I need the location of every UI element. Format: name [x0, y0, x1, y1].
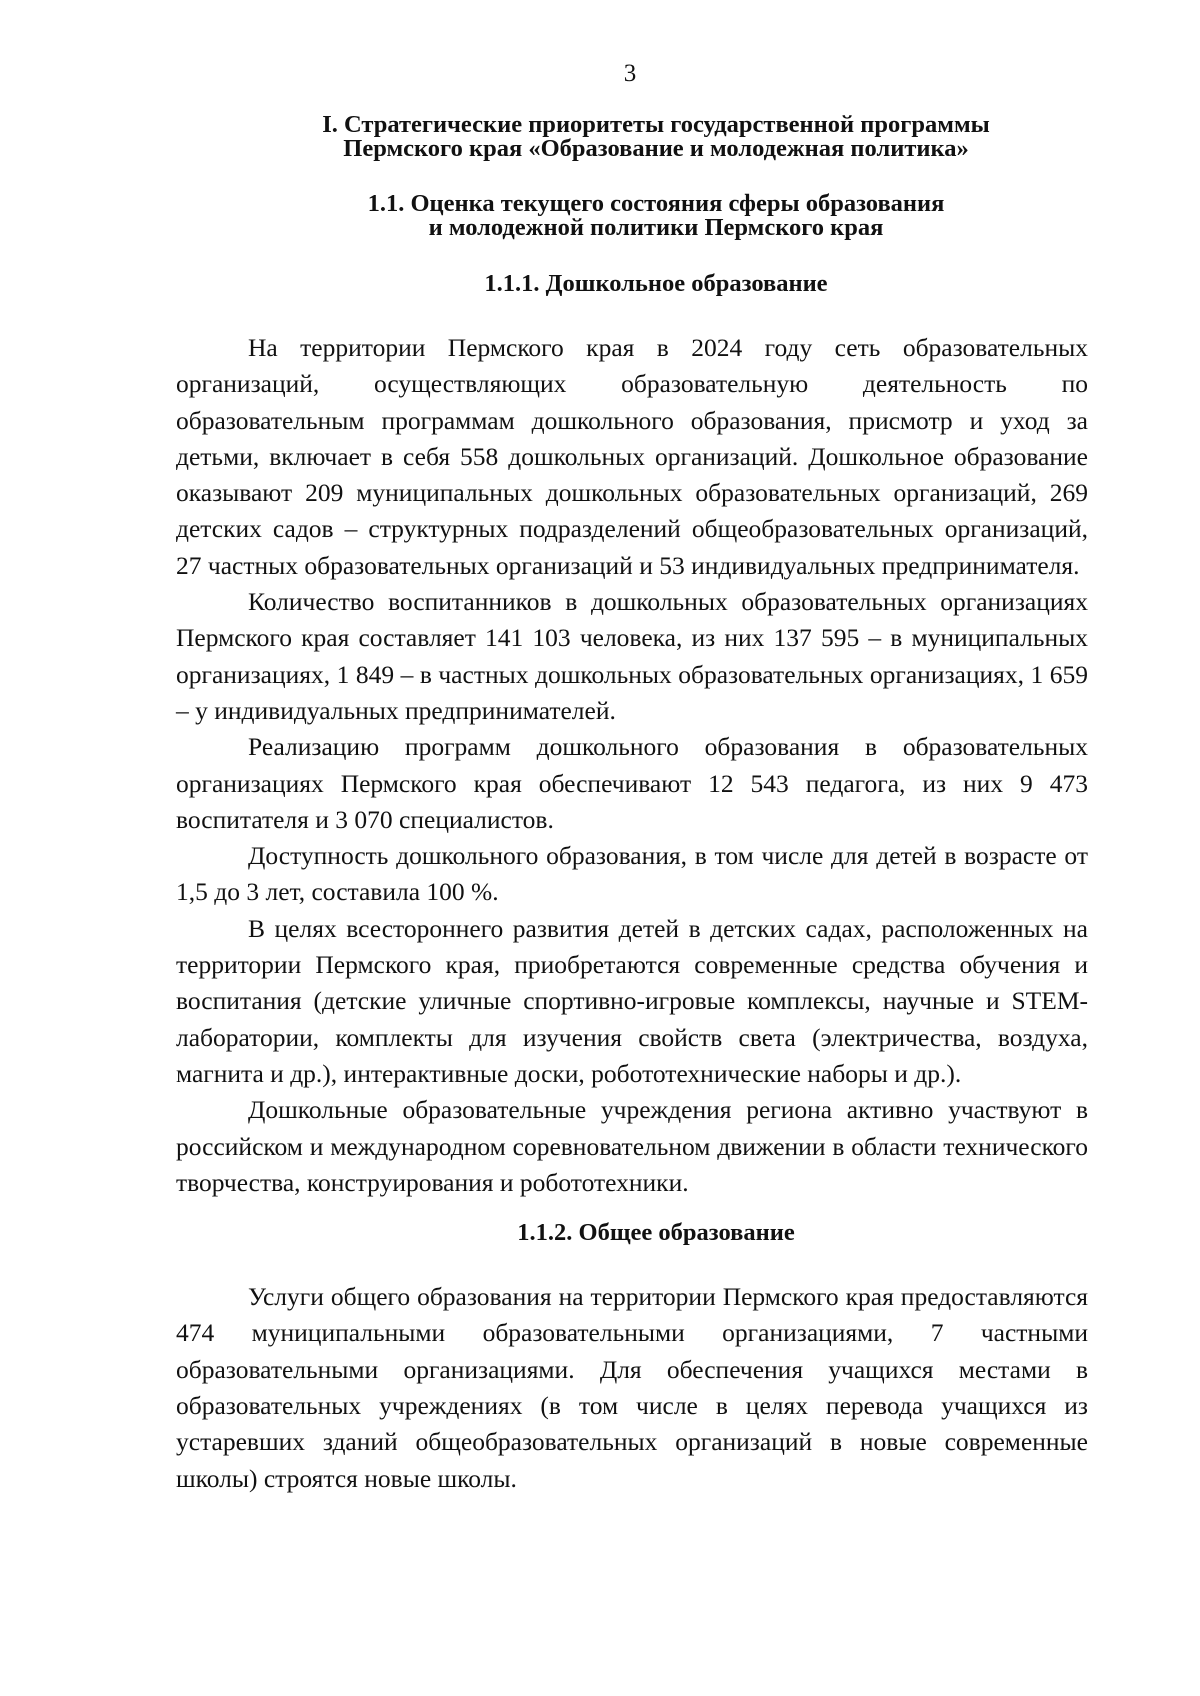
sub-heading-line-2: и молодежной политики Пермского края: [428, 214, 884, 241]
main-heading: [176, 113, 1088, 161]
section-general-body: [176, 1279, 1088, 1497]
page-number: 3: [623, 60, 637, 87]
main-heading-line-2: Пермского края «Образование и молодежная политика»: [343, 135, 969, 162]
paragraph: Дошкольные образовательные учреждения региона активно участвуют в российском и международном соревновательном движении в области технического творчества, конструирования и робототехники.: [176, 1095, 1088, 1197]
section-title-preschool: 1.1.1. Дошкольное образование: [484, 270, 828, 297]
paragraph: Реализацию программ дошкольного образования в образовательных организациях Пермского края обеспечивают 12 543 педагога, из них 9 473 воспитателя и 3 070 специалистов.: [176, 732, 1088, 834]
paragraph: На территории Пермского края в 2024 году сеть образовательных организаций, осуществляющих образовательную деятельность по образовательным программам дошкольного образования, присмотр и уход за детьми, включает в себя 558 дошкольных организаций. Дошкольное образование оказывают 209 муниципальных дошкольных образовательных организаций, 269 детских садов – структурных подразделений общеобразовательных организаций, 27 частных образовательных организаций и 53 индивидуальных предпринимателя.: [176, 333, 1088, 580]
section-spacer: [176, 1201, 1088, 1219]
section-title-general: 1.1.2. Общее образование: [517, 1219, 795, 1247]
section-preschool-body: [176, 330, 1088, 1201]
main-heading-line-1: I. Стратегические приоритеты государственной программы: [322, 111, 990, 138]
paragraph: Услуги общего образования на территории Пермского края предоставляются 474 муниципальными образовательными организациями, 7 частными образовательными организациями. Для обеспечения учащихся местами в образовательных учреждениях (в том числе в целях перевода учащихся из устаревших зданий общеобразовательных организаций в новые современные школы) строятся новые школы.: [176, 1282, 1088, 1493]
sub-heading: [176, 192, 1088, 240]
paragraph: Доступность дошкольного образования, в том числе для детей в возрасте от 1,5 до 3 лет, составила 100 %.: [176, 841, 1088, 907]
sub-heading-line-1: 1.1. Оценка текущего состояния сферы образования: [367, 190, 945, 217]
document-body: [176, 113, 1088, 1497]
paragraph: Количество воспитанников в дошкольных образовательных организациях Пермского края составляет 141 103 человека, из них 137 595 – в муниципальных организациях, 1 849 – в частных дошкольных образовательных организациях, 1 659 – у индивидуальных предпринимателей.: [176, 587, 1088, 725]
paragraph: В целях всестороннего развития детей в детских садах, расположенных на территории Пермского края, приобретаются современные средства обучения и воспитания (детские уличные спортивно-игровые комплексы, научные и STEM-лаборатории, комплекты для изучения свойств света (электричества, воздуха, магнита и др.), интерактивные доски, робототехнические наборы и др.).: [176, 913, 1088, 1088]
